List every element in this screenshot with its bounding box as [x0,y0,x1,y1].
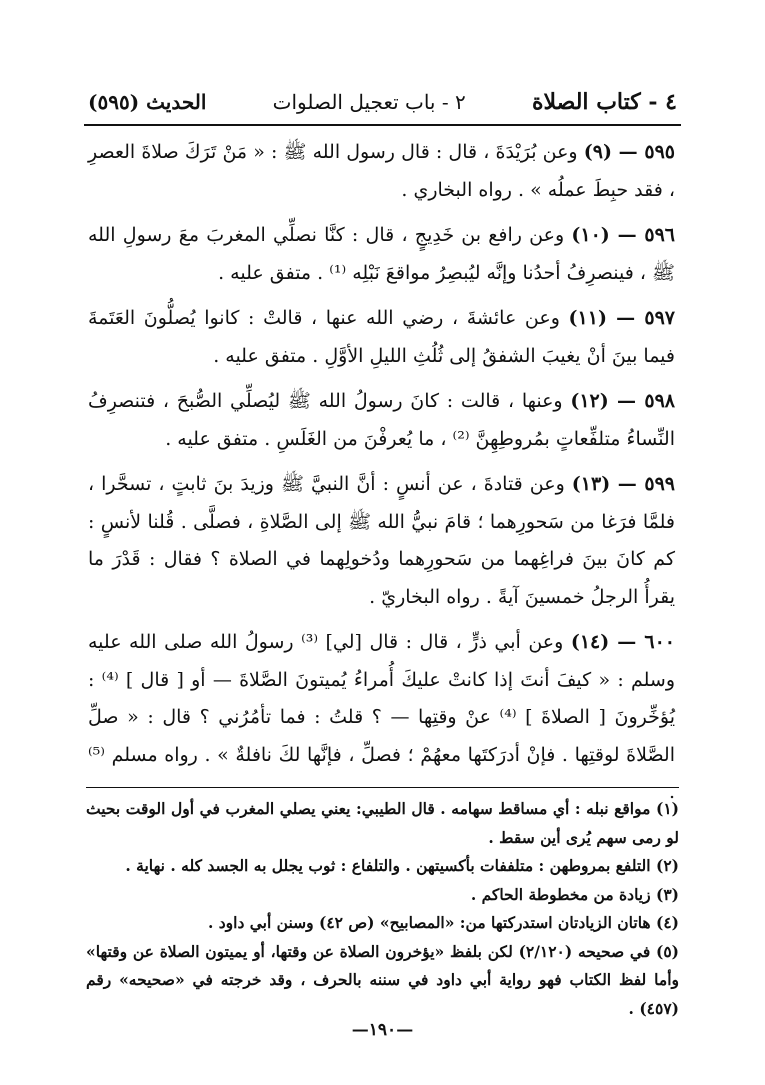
hadith-text: وعنها ، قالت : كانَ رسولُ الله ﷺ ليُصلِّي الصُّبحَ ، فتنصرِفُ النِّساءُ متلفِّعاتٍ بمُروطِهِنَّ ⁽²⁾ ، ما يُعرفْنَ من الغَلَسِ . متفق عليه . [88,390,675,450]
footnotes [86,795,679,1023]
footnote-rule [86,787,679,788]
footnote-2: (٢) التلفع بمروطهن : متلففات بأكسيتهن . والتلفاع : ثوب يجلل به الجسد كله . نهاية . [125,856,679,875]
chapter-title: ٢ - باب تعجيل الصلوات [272,90,466,114]
hadith-number: ٦٠٠ — (١٤) [570,631,675,653]
footnote-3: (٣) زيادة من مخطوطة الحاكم . [470,884,679,904]
hadith-number: ٥٩٦ — (١٠) [571,224,675,246]
footnote-1: (١) مواقع نبله : أي مساقط سهامه . قال الطيبي: يعني يصلي المغرب في أول الوقت بحيث لو رمى سهم يُرى أين سقط . [86,799,679,847]
hadith-text: وعن بُرَيْدَةَ ، قال : قال رسول الله ﷺ : « مَنْ تَرَكَ صلاةَ العصرِ ، فقد حبِطَ عملُه » . رواه البخاري . [88,141,675,201]
hadith-598 [88,383,675,458]
footnote-4: (٤) هاتان الزيادتان استدركتها من: «المصابيح» (ص ٤٢) وسنن أبي داود . [207,913,679,932]
hadith-599 [88,466,675,616]
running-header [88,84,677,120]
book-title: ٤ - كتاب الصلاة [531,89,677,115]
hadith-597 [88,300,675,375]
hadith-number: ٥٩٧ — (١١) [568,307,675,329]
hadith-number: ٥٩٩ — (١٣) [571,473,675,495]
hadith-number: ٥٩٨ — (١٢) [570,390,675,412]
hadith-595 [88,134,675,209]
main-text [88,134,675,820]
hadith-600 [88,624,675,812]
hadith-text: وعن رافع بن خَدِيجٍ ، قال : كنَّا نصلِّي المغربَ معَ رسولِ الله ﷺ ، فينصرِفُ أحدُنا وإنَّه ليُبصِرُ مواقعَ نَبْلِه ⁽¹⁾ . متفق عليه . [88,224,675,284]
header-rule [84,124,681,126]
hadith-596 [88,217,675,292]
hadith-number-header: الحديث (٥٩٥) [88,90,207,114]
page-number: —١٩٠— [351,1020,414,1040]
hadith-text: وعن عائشةَ ، رضي الله عنها ، قالتْ : كانوا يُصلُّونَ العَتَمةَ فيما بينَ أنْ يغيبَ الشفقُ إلى ثُلُثِ الليلِ الأوَّلِ . متفق عليه . [88,307,675,367]
hadith-text: وعن قتادةَ ، عن أنسٍ : أنَّ النبيَّ ﷺ وزيدَ بنَ ثابتٍ ، تسحَّرا ، فلمَّا فرَغا من سَحورِهما ؛ قامَ نبيُّ الله ﷺ إلى الصَّلاةِ ، فصلَّى . قُلنا لأنسٍ : كم كانَ بينَ فراغِهما من سَحورِهما ودُخولِهما في الصلاة ؟ فقال : قَدْرَ ما يقرأُ الرجلُ خمسينَ آيةً . رواه البخاريّ . [88,473,675,608]
footnote-5: (٥) في صحيحه (٢/١٢٠) لكن بلفظ «يؤخرون الصلاة عن وقتها، أو يميتون الصلاة عن وقتها» وأما لفظ الكتاب فهو رواية أبي داود في سننه بالحرف ، وقد خرجته في «صحيحه» رقم (٤٥٧) . [86,941,679,1018]
hadith-number: ٥٩٥ — (٩) [583,141,675,163]
hadith-text: وعن أبي ذرٍّ ، قال : قال [لي] ⁽³⁾ رسولُ الله صلى الله عليه وسلم : « كيفَ أنتَ إذا كانتْ عليكَ أُمراءُ يُميتونَ الصَّلاةَ — أو [ قال ] ⁽⁴⁾ : يُؤخِّرونَ [ الصلاةَ ] ⁽⁴⁾ عنْ وقتِها — ؟ قلتُ : فما تأمُرُني ؟ قال : « صلِّ الصَّلاةَ لوقتِها . فإنْ أدرَكتَها معهُمْ ؛ فصلِّ ، فإنَّها لكَ نافلةٌ » . رواه مسلم ⁽⁵⁾ . [88,631,675,803]
